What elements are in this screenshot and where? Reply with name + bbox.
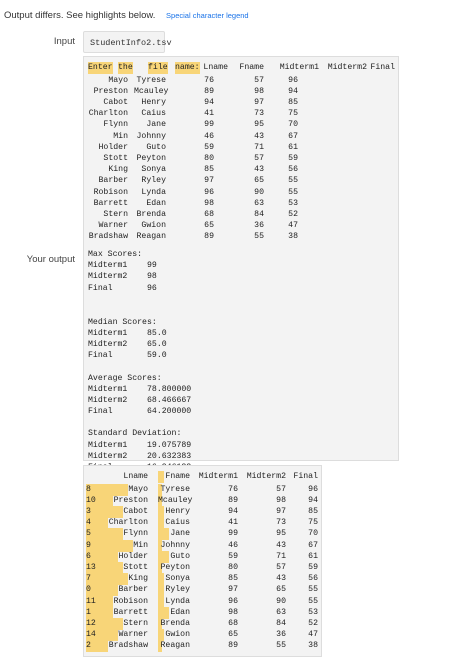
midterm1-cell: 97 [228, 585, 238, 595]
stat-label: Midterm1 [88, 261, 128, 271]
lname-cell: Bradshaw [108, 641, 148, 651]
index-cell: 4 [86, 518, 91, 528]
column-header: Final [370, 63, 395, 72]
midterm2-cell: 84 [254, 209, 264, 219]
midterm2-cell: 90 [276, 596, 286, 606]
lname-cell: Stern [103, 209, 128, 219]
stat-row [84, 328, 284, 340]
index-cell: 12 [86, 618, 96, 628]
lname-cell: Stott [103, 153, 128, 163]
output-row [84, 175, 398, 187]
lname-cell: Cabot [123, 506, 148, 516]
final-cell: 55 [288, 187, 298, 197]
midterm2-cell: 36 [254, 221, 264, 231]
lname-cell: Flynn [103, 120, 128, 130]
prompt-word: file [148, 63, 168, 72]
final-cell: 59 [308, 562, 318, 572]
midterm2-cell: 63 [276, 607, 286, 617]
stat-row [84, 440, 284, 452]
index-cell: 7 [86, 574, 91, 584]
index-cell: 9 [86, 540, 91, 550]
final-cell: 67 [288, 131, 298, 141]
midterm2-cell: 57 [276, 484, 286, 494]
final-cell: 94 [308, 495, 318, 505]
fname-cell: Brenda [136, 209, 166, 219]
stat-label: Final [88, 283, 113, 293]
output-row [84, 198, 398, 210]
midterm1-cell: 76 [228, 484, 238, 494]
midterm2-cell: 65 [254, 176, 264, 186]
expected-row [84, 506, 321, 518]
stat-row [84, 339, 284, 351]
lname-cell: Stott [123, 562, 148, 572]
midterm2-cell: 55 [276, 641, 286, 651]
fname-cell: Mcauley [134, 86, 169, 96]
midterm2-cell: 43 [276, 574, 286, 584]
final-cell: 70 [288, 120, 298, 130]
prompt-word: Enter [88, 63, 113, 72]
fname-cell: Jane [146, 120, 166, 130]
stat-label: Midterm2 [88, 396, 128, 405]
midterm1-cell: 98 [228, 607, 238, 617]
midterm2-cell: 43 [276, 540, 286, 550]
stat-row [84, 384, 284, 396]
stat-value: 64.200000 [147, 407, 192, 417]
midterm2-cell: 97 [276, 506, 286, 516]
diff-highlight [158, 471, 164, 483]
fname-cell: Peyton [136, 153, 166, 163]
fname-cell: Caius [141, 109, 166, 119]
output-row [84, 108, 398, 120]
column-header: Fname [239, 63, 264, 72]
stat-value: 78.800000 [147, 384, 192, 394]
final-cell: 47 [308, 630, 318, 640]
lname-cell: Charlton [108, 518, 148, 528]
input-label: Input [53, 36, 75, 47]
lname-cell: Flynn [123, 529, 148, 539]
midterm2-cell: 71 [254, 142, 264, 152]
prompt-word: name: [175, 63, 200, 72]
final-cell: 85 [308, 506, 318, 516]
final-cell: 56 [288, 165, 298, 175]
your-output-label: Your output [26, 254, 75, 265]
fname-cell: Brenda [160, 618, 190, 628]
midterm1-cell: 41 [204, 109, 214, 119]
lname-cell: Barber [118, 585, 148, 595]
stat-value: 65.0 [147, 340, 167, 350]
fname-cell: Reagan [136, 232, 166, 242]
index-cell: 14 [86, 630, 96, 640]
prompt-word: the [118, 63, 133, 72]
midterm1-cell: 99 [204, 120, 214, 130]
fname-cell: Henry [165, 506, 190, 516]
lname-cell: Warner [118, 630, 148, 640]
column-header: Midterm2 [327, 63, 367, 72]
fname-cell: Edan [146, 198, 166, 208]
midterm1-cell: 85 [228, 574, 238, 584]
expected-column-header: Fname [165, 472, 190, 481]
midterm1-cell: 41 [228, 518, 238, 528]
index-cell: 0 [86, 585, 91, 595]
stat-label: Midterm1 [88, 440, 128, 450]
midterm1-cell: 80 [204, 153, 214, 163]
midterm1-cell: 97 [204, 176, 214, 186]
your-output-panel [83, 56, 399, 461]
midterm1-cell: 89 [228, 641, 238, 651]
final-cell: 53 [308, 607, 318, 617]
stat-row [84, 350, 284, 362]
final-cell: 52 [288, 209, 298, 219]
lname-cell: Barrett [113, 607, 148, 617]
midterm1-cell: 76 [204, 75, 214, 85]
output-row [84, 142, 398, 154]
fname-cell: Tyrese [160, 484, 190, 494]
fname-cell: Johnny [136, 131, 166, 141]
midterm2-cell: 57 [254, 75, 264, 85]
expected-column-header: Midterm1 [198, 472, 238, 481]
lname-cell: Preston [93, 86, 128, 96]
final-cell: 52 [308, 618, 318, 628]
midterm2-cell: 55 [254, 232, 264, 242]
index-cell: 2 [86, 641, 91, 651]
expected-row [84, 640, 321, 652]
stat-value: 19.075789 [147, 440, 192, 450]
midterm1-cell: 85 [204, 165, 214, 175]
index-cell: 10 [86, 495, 96, 505]
final-cell: 70 [308, 529, 318, 539]
fname-cell: Gwion [165, 630, 190, 640]
stat-value: 20.632383 [147, 451, 192, 461]
lname-cell: Charlton [88, 109, 128, 119]
output-row [84, 119, 398, 131]
fname-cell: Johnny [160, 540, 190, 550]
stat-value: 99 [147, 261, 157, 271]
lname-cell: Mayo [108, 75, 128, 85]
lname-cell: Min [133, 540, 148, 550]
midterm1-cell: 96 [204, 187, 214, 197]
stat-value: 85.0 [147, 329, 167, 338]
expected-column-header: Lname [123, 472, 148, 481]
fname-cell: Reagan [160, 641, 190, 651]
midterm2-cell: 43 [254, 131, 264, 141]
stat-row [84, 395, 284, 407]
index-cell: 3 [86, 506, 91, 516]
status-text: Output differs. See highlights below. [4, 10, 156, 21]
stat-label: Midterm1 [88, 384, 128, 394]
fname-cell: Lynda [141, 187, 166, 197]
midterm1-cell: 94 [228, 506, 238, 516]
midterm2-cell: 90 [254, 187, 264, 197]
lname-cell: Holder [118, 551, 148, 561]
midterm1-cell: 98 [204, 198, 214, 208]
midterm2-cell: 98 [254, 86, 264, 96]
expected-row [84, 540, 321, 552]
midterm1-cell: 89 [228, 495, 238, 505]
expected-row [84, 562, 321, 574]
index-cell: 1 [86, 607, 91, 617]
final-cell: 75 [288, 109, 298, 119]
midterm1-cell: 46 [204, 131, 214, 141]
midterm2-cell: 95 [254, 120, 264, 130]
midterm2-cell: 57 [276, 562, 286, 572]
final-cell: 38 [308, 641, 318, 651]
final-cell: 55 [308, 585, 318, 595]
column-header: Midterm1 [279, 63, 319, 72]
expected-row [84, 584, 321, 596]
stat-row [84, 451, 284, 463]
fname-cell: Gwion [141, 221, 166, 231]
stat-row [84, 260, 284, 272]
final-cell: 38 [288, 232, 298, 242]
midterm2-cell: 63 [254, 198, 264, 208]
midterm2-cell: 73 [254, 109, 264, 119]
fname-cell: Guto [170, 551, 190, 561]
lname-cell: Holder [98, 142, 128, 152]
fname-cell: Sonya [165, 574, 190, 584]
output-row [84, 187, 398, 199]
index-cell: 8 [86, 484, 91, 494]
index-cell: 5 [86, 529, 91, 539]
status-line [4, 10, 249, 21]
output-row [84, 220, 398, 232]
output-row [84, 164, 398, 176]
stat-label: Midterm2 [88, 272, 128, 282]
stat-label: Midterm2 [88, 340, 128, 350]
midterm2-cell: 71 [276, 551, 286, 561]
fname-cell: Jane [170, 529, 190, 539]
expected-row [84, 551, 321, 563]
final-cell: 55 [308, 596, 318, 606]
midterm1-cell: 59 [204, 142, 214, 152]
output-row [84, 231, 398, 243]
lname-cell: Robison [93, 187, 128, 197]
stat-label: Midterm1 [88, 329, 128, 338]
input-file-box: StudentInfo2.tsv [83, 31, 165, 53]
fname-cell: Guto [146, 142, 166, 152]
expected-row [84, 629, 321, 641]
lname-cell: Stern [123, 618, 148, 628]
stat-row [84, 271, 284, 283]
midterm2-cell: 43 [254, 165, 264, 175]
average-scores-title: Average Scores: [88, 373, 162, 383]
midterm1-cell: 68 [204, 209, 214, 219]
index-cell: 6 [86, 551, 91, 561]
final-cell: 96 [288, 75, 298, 85]
special-character-legend-link[interactable]: Special character legend [166, 11, 249, 20]
fname-cell: Tyrese [136, 75, 166, 85]
index-cell: 13 [86, 562, 96, 572]
expected-column-header: Midterm2 [246, 472, 286, 481]
final-cell: 94 [288, 86, 298, 96]
output-row [84, 131, 398, 143]
expected-column-header: Final [293, 472, 318, 481]
expected-row [84, 618, 321, 630]
fname-cell: Ryley [141, 176, 166, 186]
final-cell: 96 [308, 484, 318, 494]
expected-row [84, 495, 321, 507]
fname-cell: Peyton [160, 562, 190, 572]
midterm1-cell: 96 [228, 596, 238, 606]
expected-row [84, 607, 321, 619]
lname-cell: Bradshaw [88, 232, 128, 242]
lname-cell: Robison [113, 596, 148, 606]
midterm2-cell: 36 [276, 630, 286, 640]
stat-label: Final [88, 407, 113, 417]
stat-row [84, 406, 284, 418]
output-row [84, 86, 398, 98]
midterm1-cell: 80 [228, 562, 238, 572]
stat-label: Midterm2 [88, 451, 128, 461]
midterm2-cell: 98 [276, 495, 286, 505]
midterm1-cell: 65 [228, 630, 238, 640]
final-cell: 53 [288, 198, 298, 208]
midterm1-cell: 65 [204, 221, 214, 231]
output-row [84, 209, 398, 221]
midterm2-cell: 65 [276, 585, 286, 595]
output-row [84, 75, 398, 87]
stat-value: 98 [147, 272, 157, 282]
midterm1-cell: 89 [204, 232, 214, 242]
expected-header-line [84, 471, 321, 483]
fname-cell: Edan [170, 607, 190, 617]
index-cell: 11 [86, 596, 96, 606]
midterm2-cell: 95 [276, 529, 286, 539]
midterm2-cell: 73 [276, 518, 286, 528]
fname-cell: Lynda [165, 596, 190, 606]
midterm1-cell: 89 [204, 86, 214, 96]
expected-row [84, 528, 321, 540]
final-cell: 67 [308, 540, 318, 550]
final-cell: 56 [308, 574, 318, 584]
std-dev-title: Standard Deviation: [88, 429, 182, 439]
final-cell: 85 [288, 97, 298, 107]
fname-cell: Ryley [165, 585, 190, 595]
midterm1-cell: 46 [228, 540, 238, 550]
fname-cell: Sonya [141, 165, 166, 175]
stat-label: Final [88, 351, 113, 361]
stat-row [84, 283, 284, 295]
midterm2-cell: 84 [276, 618, 286, 628]
expected-row [84, 484, 321, 496]
lname-cell: Cabot [103, 97, 128, 107]
final-cell: 61 [288, 142, 298, 152]
expected-output-panel [83, 465, 322, 657]
output-header-line [84, 62, 398, 74]
expected-row [84, 573, 321, 585]
fname-cell: Caius [165, 518, 190, 528]
lname-cell: Barrett [93, 198, 128, 208]
midterm2-cell: 97 [254, 97, 264, 107]
stat-value: 59.0 [147, 351, 167, 361]
final-cell: 61 [308, 551, 318, 561]
lname-cell: Mayo [128, 484, 148, 494]
lname-cell: King [128, 574, 148, 584]
max-scores-title: Max Scores: [88, 250, 143, 259]
fname-cell: Henry [141, 97, 166, 107]
output-row [84, 97, 398, 109]
stat-value: 68.466667 [147, 396, 192, 405]
output-row [84, 153, 398, 165]
median-scores-title: Median Scores: [88, 317, 157, 327]
final-cell: 75 [308, 518, 318, 528]
midterm1-cell: 68 [228, 618, 238, 628]
final-cell: 55 [288, 176, 298, 186]
final-cell: 59 [288, 153, 298, 163]
midterm1-cell: 59 [228, 551, 238, 561]
lname-cell: Preston [113, 495, 148, 505]
lname-cell: Min [113, 131, 128, 141]
midterm1-cell: 99 [228, 529, 238, 539]
fname-cell: Mcauley [158, 495, 193, 505]
final-cell: 47 [288, 221, 298, 231]
lname-cell: Barber [98, 176, 128, 186]
column-header: Lname [203, 63, 228, 72]
stat-value: 96 [147, 283, 157, 293]
expected-row [84, 596, 321, 608]
lname-cell: King [108, 165, 128, 175]
midterm2-cell: 57 [254, 153, 264, 163]
lname-cell: Warner [98, 221, 128, 231]
midterm1-cell: 94 [204, 97, 214, 107]
expected-row [84, 517, 321, 529]
